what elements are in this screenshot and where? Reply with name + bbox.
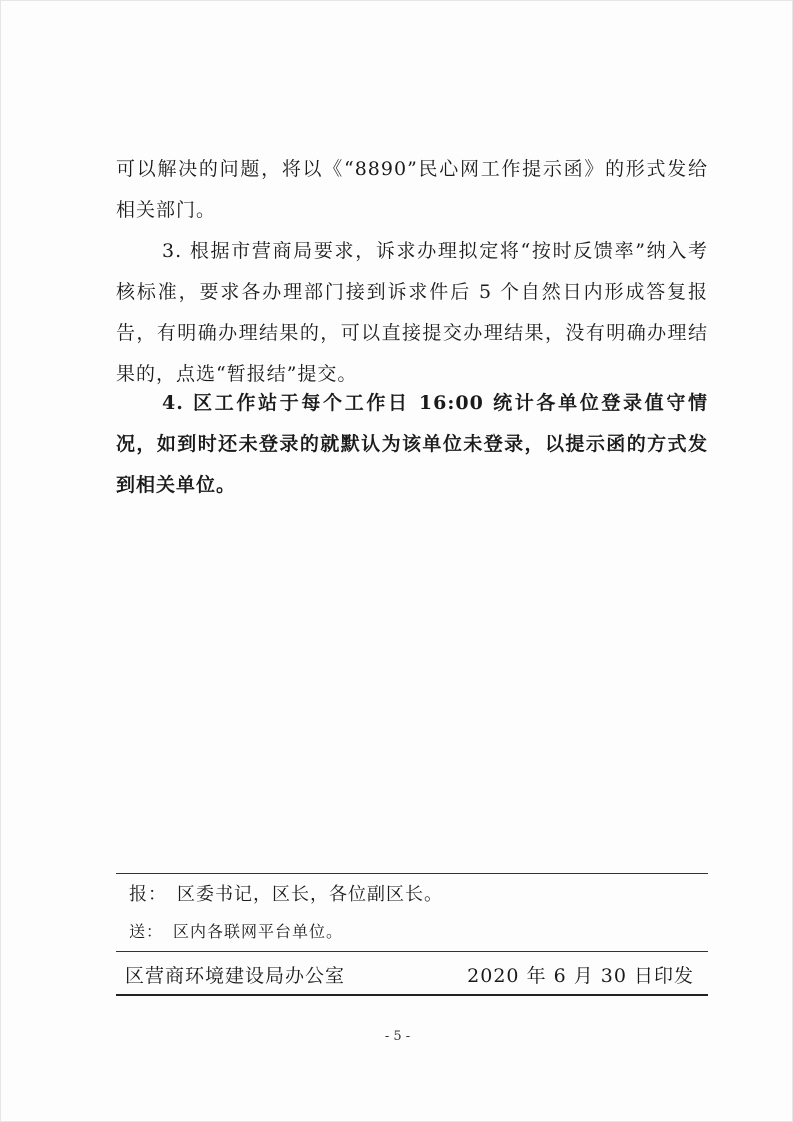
send-to-line — [129, 919, 343, 942]
report-to-line — [129, 880, 443, 906]
body-paragraph-continued: 可以解决的问题，将以《“8890”民心网工作提示函》的形式发给相关部门。 — [116, 158, 708, 221]
body-paragraph-item-3: 3. 根据市营商局要求，诉求办理拟定将“按时反馈率”纳入考核标准，要求各办理部门接到诉求件后 5 个自然日内形成答复报告，有明确办理结果的，可以直接提交办理结果，没有明确办理结果的，点选“暂报结”提交。 — [116, 240, 708, 385]
divider-bottom — [116, 994, 708, 996]
issue-date: 2020 年 6 月 30 日印发 — [467, 965, 694, 987]
divider-top — [116, 873, 708, 874]
body-paragraph-item-4: 4. 区工作站于每个工作日 16:00 统计各单位登录值守情况，如到时还未登录的就默认为该单位未登录，以提示函的方式发到相关单位。 — [116, 392, 708, 496]
page-number: - 5 - — [384, 1029, 411, 1044]
report-recipients: 区委书记，区长，各位副区长。 — [177, 884, 443, 905]
issuing-office: 区营商环境建设局办公室 — [125, 965, 346, 987]
report-label: 报： — [129, 884, 167, 905]
send-recipients: 区内各联网平台单位。 — [173, 922, 344, 941]
divider-middle — [116, 951, 708, 952]
send-label: 送： — [129, 922, 164, 941]
